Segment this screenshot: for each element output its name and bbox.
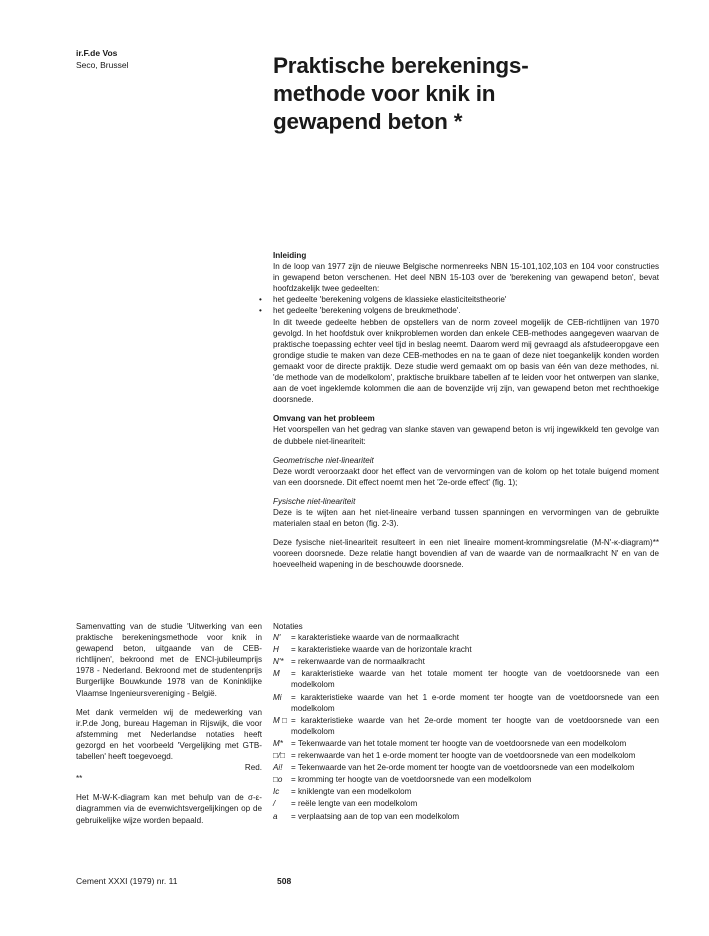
summary-note: Samenvatting van de studie 'Uitwerking van een praktische berekeningsmethode voor knik in gewapend beton, uitgaande van de CEB-richtlijnen', bekroond met de ENCI-jubileumprijs 1978 - Nederland. Bekroond met de studentenprijs Burgerlijke Bouwkunde 1978 van de Koninklijke Vlaamse Ingenieursvereniging - België. <box>76 622 262 698</box>
notation-row <box>273 774 659 785</box>
notation-definition: = karakteristieke waarde van de horizontale kracht <box>291 645 472 655</box>
title-line-3: gewapend beton * <box>273 109 463 134</box>
title-line-2: methode voor knik in <box>273 81 496 106</box>
notation-row <box>273 750 659 761</box>
notation-definition: = kniklengte van een modelkolom <box>291 787 412 797</box>
notation-row <box>273 811 659 822</box>
notation-symbol: M* <box>273 738 283 748</box>
notation-definition: = Tekenwaarde van het totale moment ter hoogte van de voetdoorsnede van een modelkolom <box>291 738 627 748</box>
notation-definition: = rekenwaarde van de normaalkracht <box>291 657 425 667</box>
notation-definition: = kromming ter hoogte van de voetdoorsnede van een modelkolom <box>291 775 532 785</box>
notation-definition: = karakteristieke waarde van het 1 e-orde moment ter hoogte van de voetdoorsnede van een modelkolom <box>291 692 659 713</box>
notation-row <box>273 668 659 690</box>
notation-definition: = reële lengte van een modelkolom <box>291 799 418 809</box>
notation-row <box>273 738 659 749</box>
notation-symbol: a <box>273 811 278 821</box>
notation-symbol: □o <box>273 775 283 785</box>
notation-row <box>273 715 659 737</box>
author-block <box>76 47 128 71</box>
author-name: ir.F.de Vos <box>76 48 118 58</box>
notation-heading: Notaties <box>273 622 303 631</box>
page-number: 508 <box>277 876 292 886</box>
paragraph-inleiding-2: In dit tweede gedeelte hebben de opstellers van de norm zoveel mogelijk de CEB-richtlijnen van 1970 gevolgd. In het hoofdstuk over knikproblemen worden dan enkele CEB-methodes aangegeven waarvan de praktische toepassing echter veel tijd in beslag neemt. Daarom werd mij gevraagd als afstudeeropgave een grondige studie te maken van deze CEB-methodes en na te gaan of deze niet toegankelijk konden worden gemaakt voor de directe praktijk. Deze studie werd gemaakt om op basis van één van deze methodes, ni. 'de methode van de modelkolom', praktische bruikbare tabellen af te leiden voor het ontwerpen van slanke, aan de voet ingeklemde kolommen die aan de bovenzijde vrij zijn, van gewapend beton met rechthoekige doorsnede. <box>273 317 659 405</box>
subheading-geometrisch: Geometrische niet-lineariteit <box>273 455 374 465</box>
notation-symbol: □/□ <box>273 751 286 761</box>
notation-list <box>273 621 659 823</box>
notation-symbol: H <box>273 645 279 655</box>
paragraph-geometrisch: Deze wordt veroorzaakt door het effect van de vervormingen van de kolom op het totale buigend moment van een doorsnede. Dit effect noemt men het '2e-orde effect' (fig. 1); <box>273 466 659 487</box>
footnote-marker: ** <box>76 774 83 784</box>
title-line-1: Praktische berekenings- <box>273 53 529 78</box>
paragraph-fysisch: Deze is te wijten aan het niet-lineaire verband tussen spanningen en vervormingen van de gebruikte materialen staal en beton (fig. 2-3). <box>273 507 659 529</box>
subheading-fysisch: Fysische niet-lineariteit <box>273 496 356 506</box>
author-affiliation: Seco, Brussel <box>76 60 129 70</box>
section-heading-inleiding: Inleiding <box>273 251 307 260</box>
notation-definition: = verplaatsing aan de top van een modelkolom <box>291 811 460 821</box>
notation-symbol: M <box>273 669 280 679</box>
paragraph-fysisch-2: Deze fysische niet-lineariteit resulteert in een niet lineaire moment-krommingsrelatie (M-N'-κ-diagram)** vooreen doorsnede. Deze relatie hangt bovendien af van de waarde van de normaalkracht N' en van de hoeveelheid wapening in de beschouwde doorsnede. <box>273 538 659 570</box>
bullet-list <box>273 294 659 316</box>
notation-symbol: N' <box>273 633 281 643</box>
sidebar-notes <box>76 621 262 826</box>
editor-mark: Red. <box>244 763 262 773</box>
notation-definition: = Tekenwaarde van het 2e-orde moment ter hoogte van de voetdoorsnede van een modelkolom <box>291 763 635 773</box>
notation-symbol: / <box>273 799 276 809</box>
main-column <box>273 250 659 570</box>
notation-definition: = karakteristieke waarde van de normaalkracht <box>291 633 460 643</box>
notation-row <box>273 786 659 797</box>
notation-definition: = rekenwaarde van het 1 e-orde moment ter hoogte van de voetdoorsnede van een modelkolom <box>291 751 636 761</box>
footer-journal: Cement XXXI (1979) nr. 11 <box>76 876 178 886</box>
notation-definition: = karakteristieke waarde van het 2e-orde moment ter hoogte van de voetdoorsnede van een modelkolom <box>291 715 659 736</box>
notation-row <box>273 762 659 773</box>
bullet-item: • het gedeelte 'berekening volgens de breukmethode'. <box>273 305 659 316</box>
acknowledgement-note: Met dank vermelden wij de medewerking van ir.P.de Jong, bureau Hageman in Rijswijk, die voor afstemming met Nederlandse notaties heeft gezorgd en het voorbeeld 'Vergelijking met GTB-tabellen' heeft toegevoegd. <box>76 707 262 762</box>
notation-row <box>273 644 659 655</box>
paragraph-inleiding: In de loop van 1977 zijn de nieuwe Belgische normenreeks NBN 15-101,102,103 en 104 voor constructies in gewapend beton verschenen. Het deel NBN 15-103 over de 'berekening van gewapend beton', bevat hoofdzakelijk twee gedeelten: <box>273 262 659 294</box>
bullet-item: • het gedeelte 'berekening volgens de klassieke elasticiteitstheorie' <box>273 294 659 305</box>
notation-row <box>273 632 659 643</box>
notation-row <box>273 656 659 667</box>
notation-symbol: Mi <box>273 692 282 702</box>
notation-symbol: Ai! <box>273 763 283 773</box>
notation-symbol: N'* <box>273 657 284 667</box>
notation-symbol: Ic <box>273 787 280 797</box>
section-heading-omvang: Omvang van het probleem <box>273 414 375 424</box>
notation-row <box>273 692 659 714</box>
notation-symbol: M □ <box>273 715 287 725</box>
article-title <box>273 52 693 136</box>
notation-definition: = karakteristieke waarde van het totale moment ter hoogte van de voetdoorsnede van een modelkolom <box>291 669 659 690</box>
footnote-mwk: Het M-W-K-diagram kan met behulp van de σ-ε-diagrammen via de evenwichtsvergelijkingen op de gebruikelijke wijze worden bepaald. <box>76 793 262 825</box>
paragraph-omvang: Het voorspellen van het gedrag van slanke staven van gewapend beton is vrij ingewikkeld ten gevolge van de dubbele niet-lineariteit: <box>273 425 659 446</box>
notation-row <box>273 798 659 809</box>
